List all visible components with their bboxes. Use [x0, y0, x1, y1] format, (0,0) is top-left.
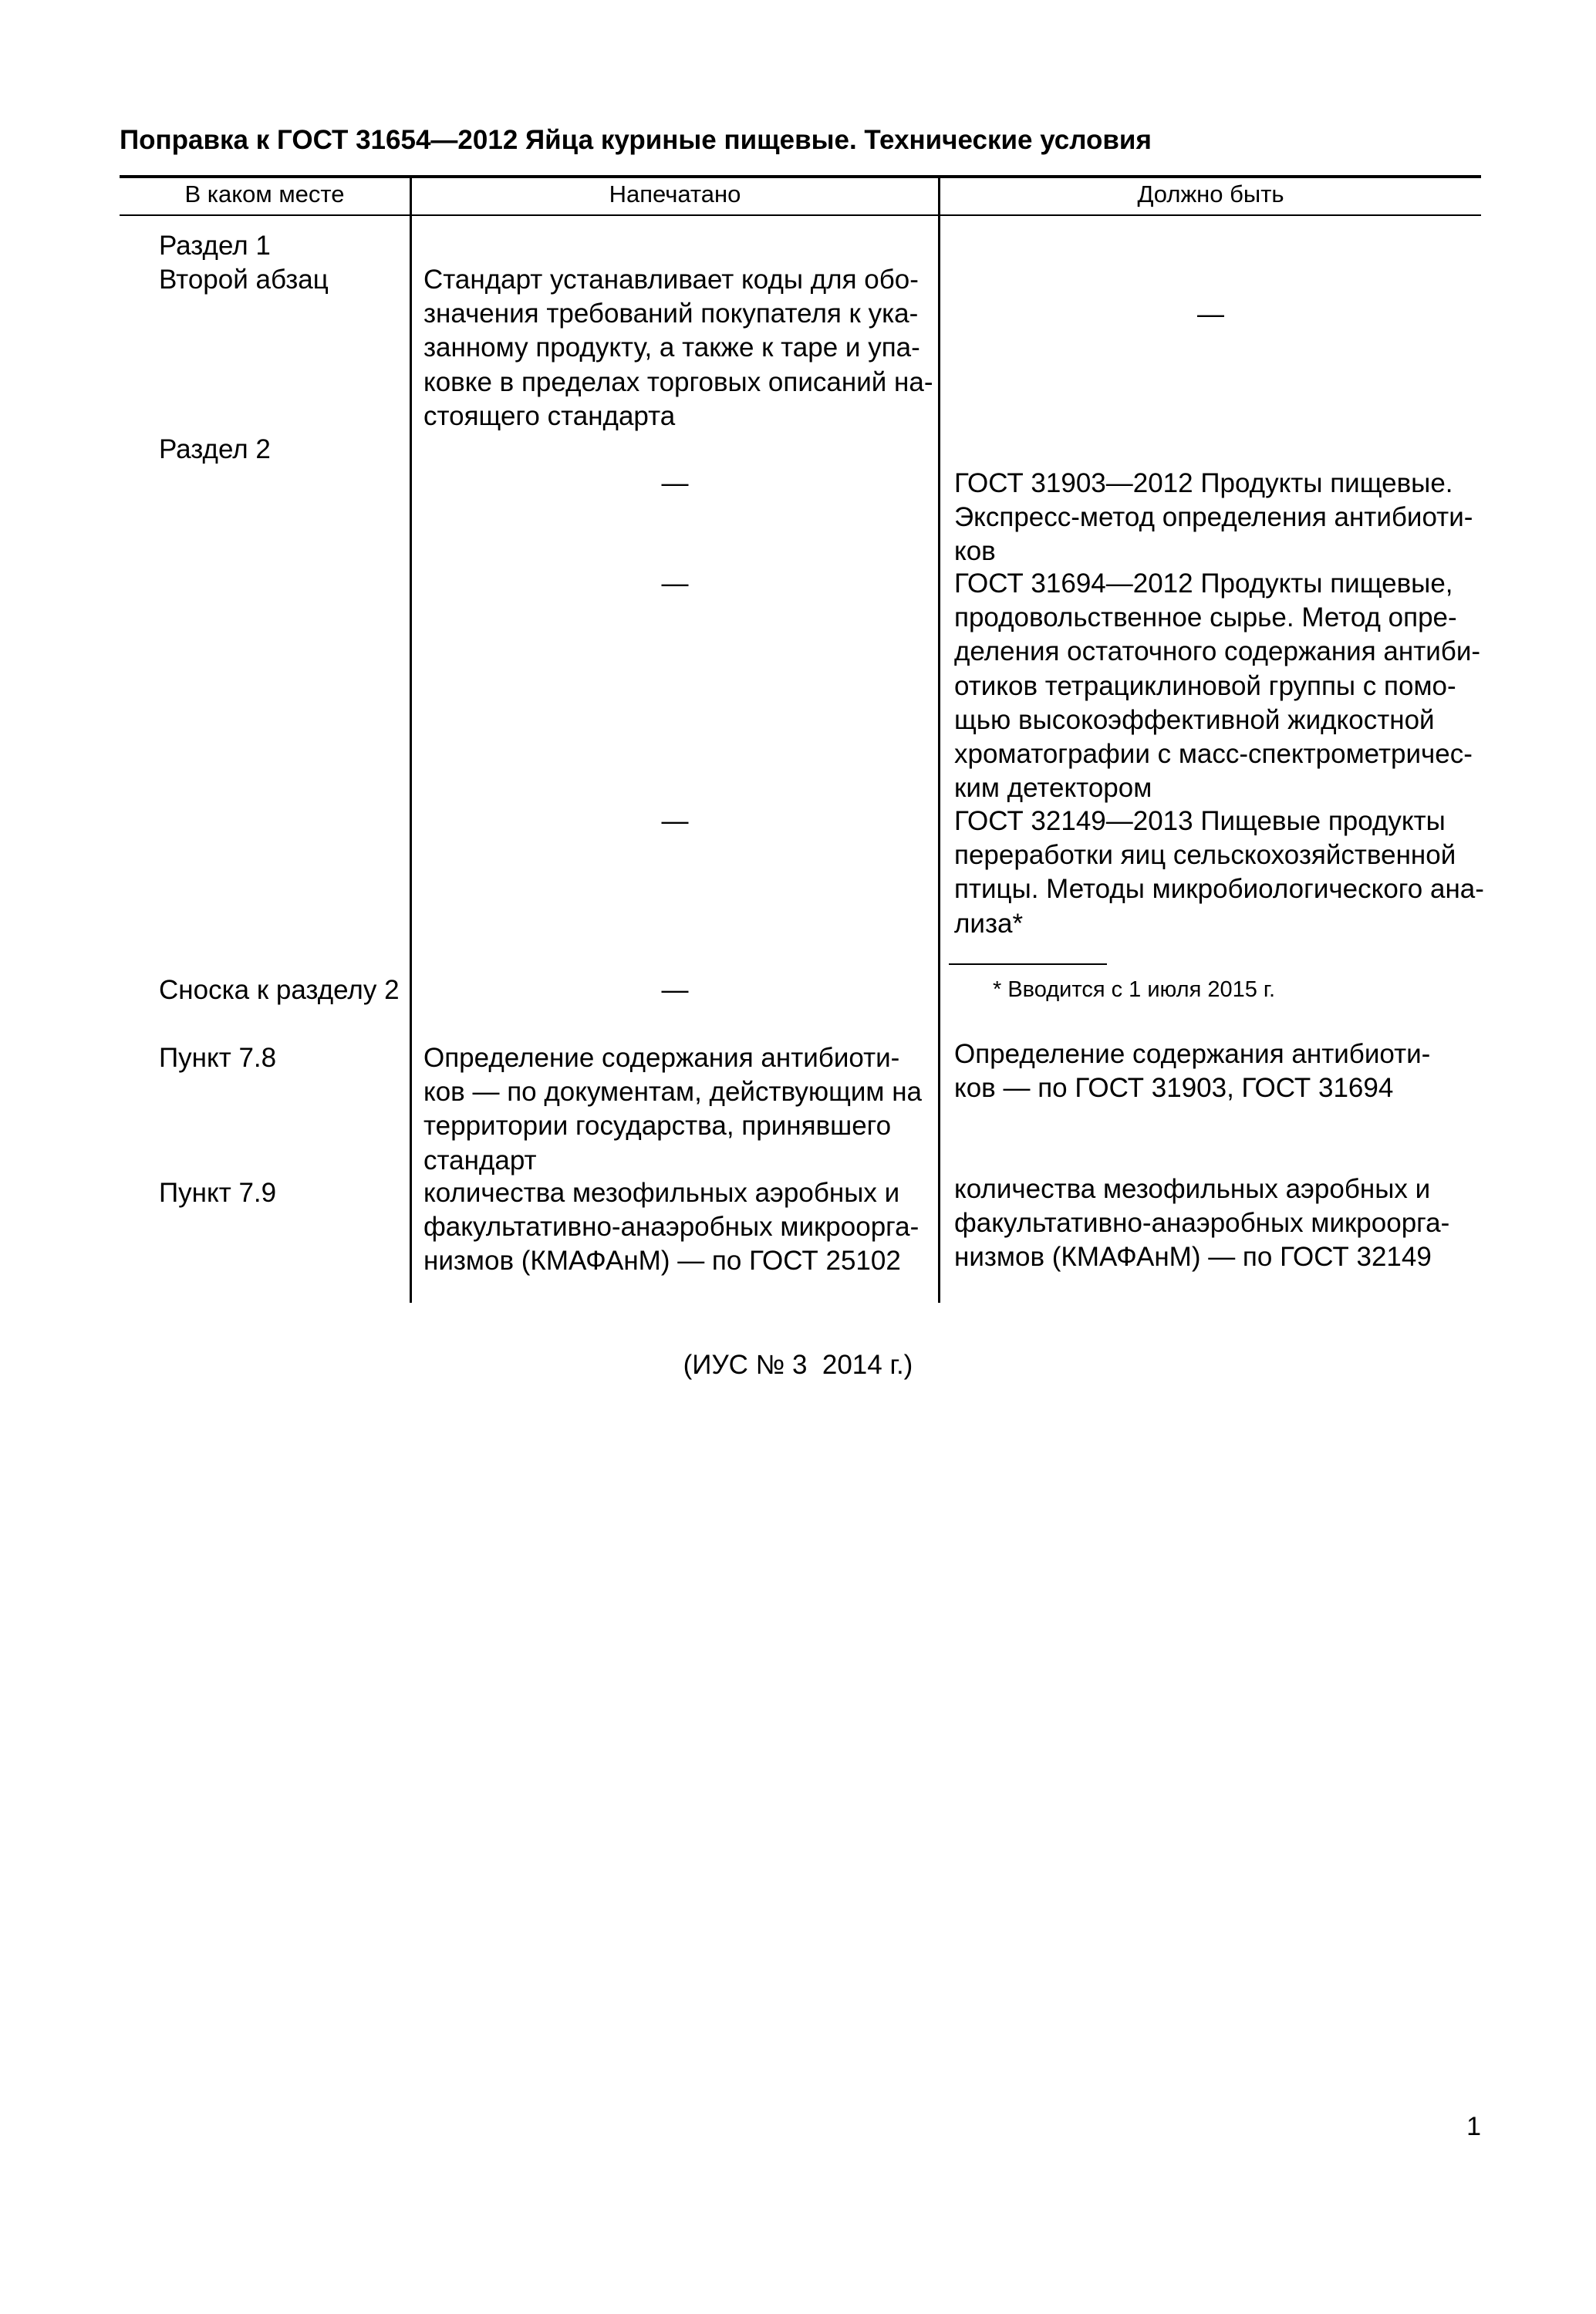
column-divider-2 [938, 177, 940, 1303]
row2-entry1-should-be [954, 467, 1473, 569]
should-be-line: деления остаточного содержания антиби- [954, 636, 1481, 667]
page-number: 1 [1466, 2112, 1481, 2141]
printed-line: Стандарт устанавливает коды для обо- [423, 265, 919, 295]
printed-line: стандарт [423, 1145, 537, 1176]
footnote-separator [949, 963, 1107, 965]
row2-entry2-should-be [954, 567, 1480, 805]
row4-should-be [954, 1037, 1430, 1105]
row2-where: Раздел 2 [159, 434, 271, 464]
printed-line: факультативно-анаэробных микроорга- [423, 1212, 919, 1243]
header-should-be: Должно быть [1137, 180, 1284, 207]
row4-where: Пункт 7.8 [159, 1043, 277, 1073]
should-be-line: переработки яиц сельскохозяйственной [954, 840, 1456, 871]
row4-printed [423, 1041, 922, 1178]
printed-line: ковке в пределах торговых описаний на- [423, 366, 933, 397]
should-be-line: Экспресс-метод определения антибиоти- [954, 502, 1473, 533]
should-be-line: продовольственное сырье. Метод опре- [954, 602, 1457, 633]
should-be-line: ким детектором [954, 773, 1152, 804]
should-be-line: щью высокоэффективной жидкостной [954, 704, 1435, 735]
row1-where [159, 229, 329, 297]
printed-line: низмов (КМАФАнМ) — по ГОСТ 25102 [423, 1246, 901, 1277]
document-title: Поправка к ГОСТ 31654—2012 Яйца куриные пищевые. Технические условия [120, 125, 1152, 155]
should-be-line: отиков тетрациклиновой группы с помо- [954, 670, 1456, 701]
row5-should-be [954, 1172, 1449, 1275]
printed-line: стоящего стандарта [423, 400, 676, 431]
should-be-line: ГОСТ 32149—2013 Пищевые продукты [954, 806, 1446, 836]
row2-entry2-printed-dash: — [661, 568, 689, 599]
row3-printed-dash: — [661, 975, 689, 1005]
row2-entry3-printed-dash: — [661, 806, 689, 836]
should-be-line: ГОСТ 31903—2012 Продукты пищевые. [954, 468, 1453, 498]
should-be-line: количества мезофильных аэробных и [954, 1174, 1431, 1204]
should-be-line: факультативно-анаэробных микроорга- [954, 1208, 1450, 1239]
row1-where-line: Раздел 1 [159, 231, 271, 261]
row3-footnote-text: * Вводится с 1 июля 2015 г. [993, 977, 1275, 1002]
column-divider-1 [410, 177, 412, 1303]
table-top-rule [120, 175, 1481, 178]
should-be-line: хроматографии с масс-спектрометричес- [954, 739, 1473, 770]
header-where: В каком месте [184, 180, 345, 207]
row5-printed [423, 1176, 919, 1279]
row5-where: Пункт 7.9 [159, 1178, 277, 1208]
row1-should-be-dash: — [1197, 299, 1224, 329]
should-be-line: Определение содержания антибиоти- [954, 1039, 1431, 1069]
header-printed: Напечатано [609, 180, 741, 207]
publication-reference: (ИУС № 3 2014 г.) [683, 1350, 913, 1380]
should-be-line: ков — по ГОСТ 31903, ГОСТ 31694 [954, 1073, 1394, 1104]
should-be-line: ков [954, 536, 996, 567]
row1-where-line: Второй абзац [159, 265, 329, 295]
printed-line: территории государства, принявшего [423, 1111, 892, 1142]
printed-line: количества мезофильных аэробных и [423, 1178, 900, 1208]
should-be-line: лиза* [954, 908, 1024, 939]
row2-entry1-printed-dash: — [661, 468, 689, 498]
printed-line: ков — по документам, действующим на [423, 1077, 922, 1108]
row2-entry3-should-be [954, 805, 1484, 941]
should-be-line: ГОСТ 31694—2012 Продукты пищевые, [954, 568, 1453, 599]
printed-line: Определение содержания антибиоти- [423, 1043, 900, 1073]
row3-where: Сноска к разделу 2 [159, 975, 400, 1005]
table-header-rule [120, 214, 1481, 216]
should-be-line: птицы. Методы микробиологического ана- [954, 874, 1484, 905]
printed-line: значения требований покупателя к ука- [423, 299, 919, 329]
should-be-line: низмов (КМАФАнМ) — по ГОСТ 32149 [954, 1242, 1432, 1273]
row1-printed [423, 263, 933, 433]
printed-line: занному продукту, а также к таре и упа- [423, 332, 920, 363]
